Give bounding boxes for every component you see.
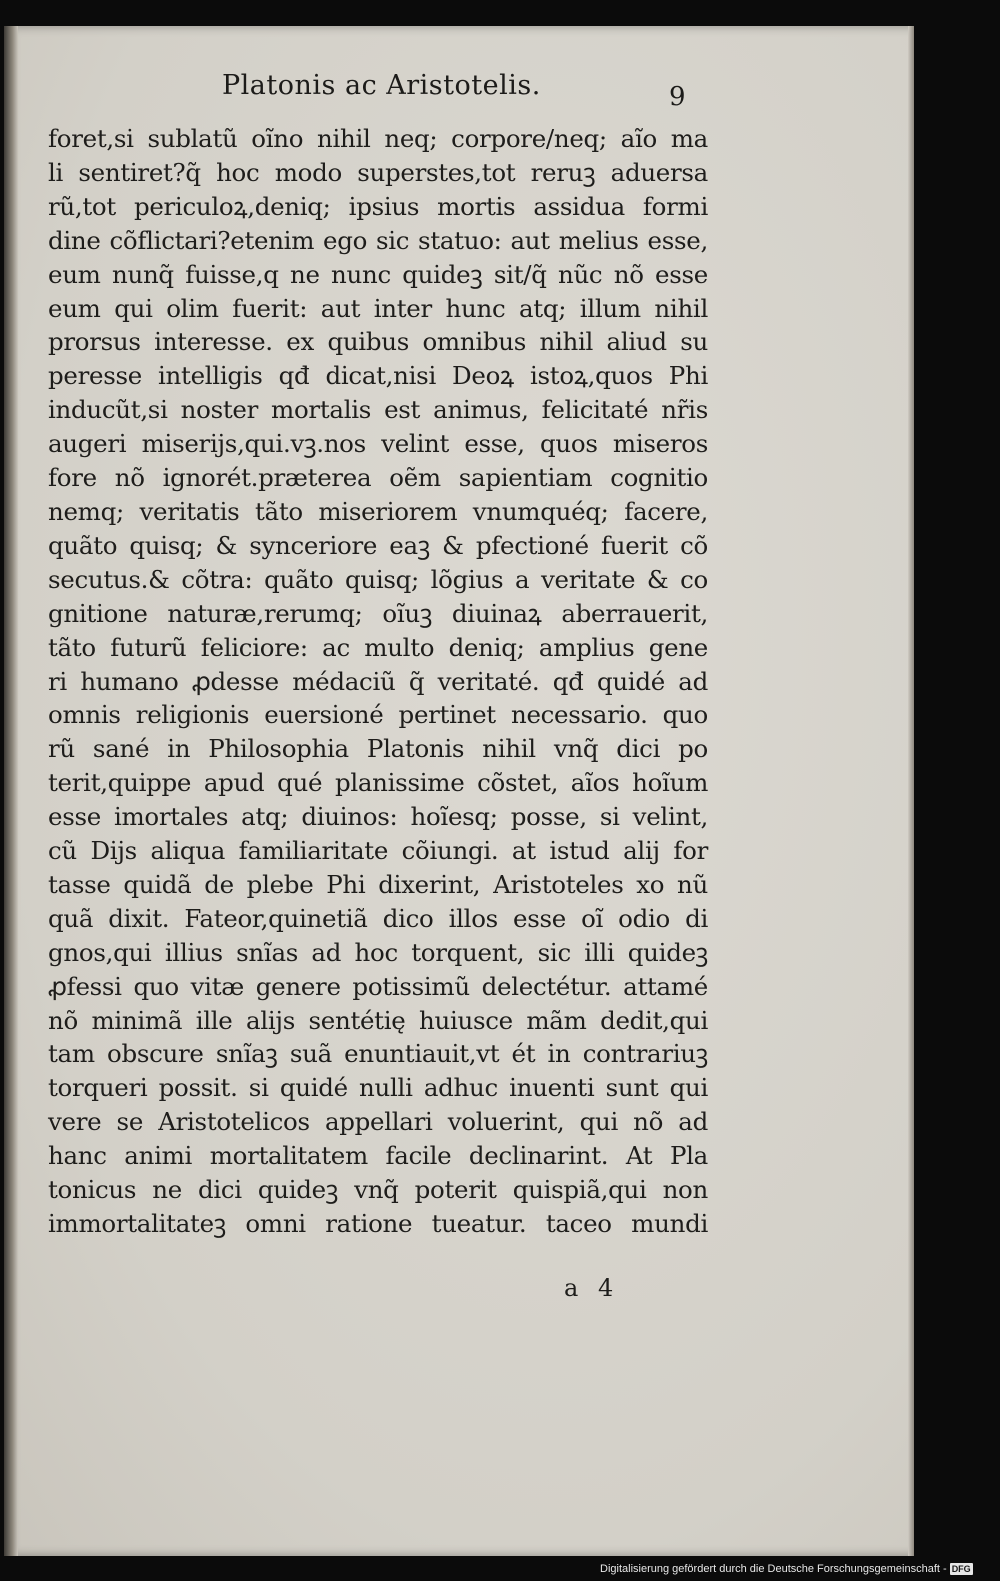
text-line: cũ Dijs aliqua familiaritate cõiungi. at istud alij for xyxy=(48,836,708,866)
credit-text: Digitalisierung gefördert durch die Deutsche Forschungsgemeinschaft - xyxy=(600,1563,947,1575)
body-text xyxy=(48,122,708,1241)
text-line: ꝓfessi quo vitæ genere potissimũ delectétur. attamé xyxy=(48,971,708,1001)
text-line: secutus.& cõtra: quãto quisq; lõgius a veritate & co xyxy=(48,564,708,594)
text-line: peresse intelligis qđ dicat,nisi Deoꝝ istoꝝ,quos Phi xyxy=(48,361,708,391)
text-line: esse imortales atq; diuinos: hoĩesq; posse, si velint, xyxy=(48,802,708,832)
text-line: li sentiret?q̃ hoc modo superstes,tot reruꝫ aduersa xyxy=(48,157,708,187)
text-line: prorsus interesse. ex quibus omnibus nihil aliud su xyxy=(48,327,708,357)
signature-mark: a 4 xyxy=(564,1274,620,1302)
text-line: hanc animi mortalitatem facile declinarint. At Pla xyxy=(48,1141,708,1171)
text-line: dine cõflictari?etenim ego sic statuo: aut melius esse, xyxy=(48,225,708,255)
book-page xyxy=(4,26,914,1556)
text-line: foret,si sublatũ oĩno nihil neq; corpore/neq; aĩo ma xyxy=(48,124,708,153)
text-line: eum qui olim fuerit: aut inter hunc atq; illum nihil xyxy=(48,293,708,323)
text-line: eum nunq̃ fuisse,q ne nunc quideꝫ sit/q̃ nũc nõ esse xyxy=(48,259,708,289)
text-line: omnis religionis euersioné pertinet necessario. quo xyxy=(48,700,708,730)
text-line: ri humano ꝓdesse médaciũ q̃ veritaté. qđ quidé ad xyxy=(48,666,708,696)
text-line: nemq; veritatis tãto miseriorem vnumquéq; facere, xyxy=(48,496,708,526)
running-head: Platonis ac Aristotelis. xyxy=(222,70,541,101)
text-line: rũ,tot periculoꝝ,deniq; ipsius mortis assidua formi xyxy=(48,191,708,221)
dfg-logo: DFG xyxy=(951,1564,971,1575)
text-line: gnitione naturæ,rerumq; oĩuꝫ diuinaꝝ aberrauerit, xyxy=(48,598,708,628)
text-line: nõ minimã ille alijs sentétię huiusce mãm dedit,qui xyxy=(48,1005,708,1035)
text-line: tonicus ne dici quideꝫ vnq̃ poterit quispiã,qui non xyxy=(48,1175,708,1205)
text-line: inducũt,si noster mortalis est animus, felicitaté nr̃is xyxy=(48,395,708,425)
text-line: quãto quisq; & synceriore eaꝫ & pfectioné fuerit cõ xyxy=(48,530,708,560)
text-line: torqueri possit. si quidé nulli adhuc inuenti sunt qui xyxy=(48,1073,708,1103)
text-line: immortalitateꝫ omni ratione tueatur. taceo mundi xyxy=(48,1209,708,1238)
text-line: gnos,qui illius snĩas ad hoc torquent, sic illi quideꝫ xyxy=(48,937,708,967)
text-line: quã dixit. Fateor,quinetiã dico illos esse oĩ odio di xyxy=(48,903,708,933)
text-line: rũ sané in Philosophia Platonis nihil vnq̃ dici po xyxy=(48,734,708,764)
text-line: augeri miserijs,qui.vꝫ.nos velint esse, quos miseros xyxy=(48,429,708,459)
text-line: tam obscure snĩaꝫ suã enuntiauit,vt ét in contrariuꝫ xyxy=(48,1039,708,1069)
text-line: tasse quidã de plebe Phi dixerint, Aristoteles xo nũ xyxy=(48,869,708,899)
text-line: fore nõ ignorét.præterea oẽm sapientiam cognitio xyxy=(48,463,708,493)
text-line: tãto futurũ feliciore: ac multo deniq; amplius gene xyxy=(48,632,708,662)
page-gutter-shadow xyxy=(4,26,18,1556)
text-line: vere se Aristotelicos appellari voluerint, qui nõ ad xyxy=(48,1107,708,1137)
digitization-credit xyxy=(600,1560,973,1578)
text-line: terit,quippe apud qué planissime cõstet, aĩos hoĩum xyxy=(48,768,708,798)
folio-number: 9 xyxy=(669,82,686,112)
page-right-edge xyxy=(908,26,914,1556)
